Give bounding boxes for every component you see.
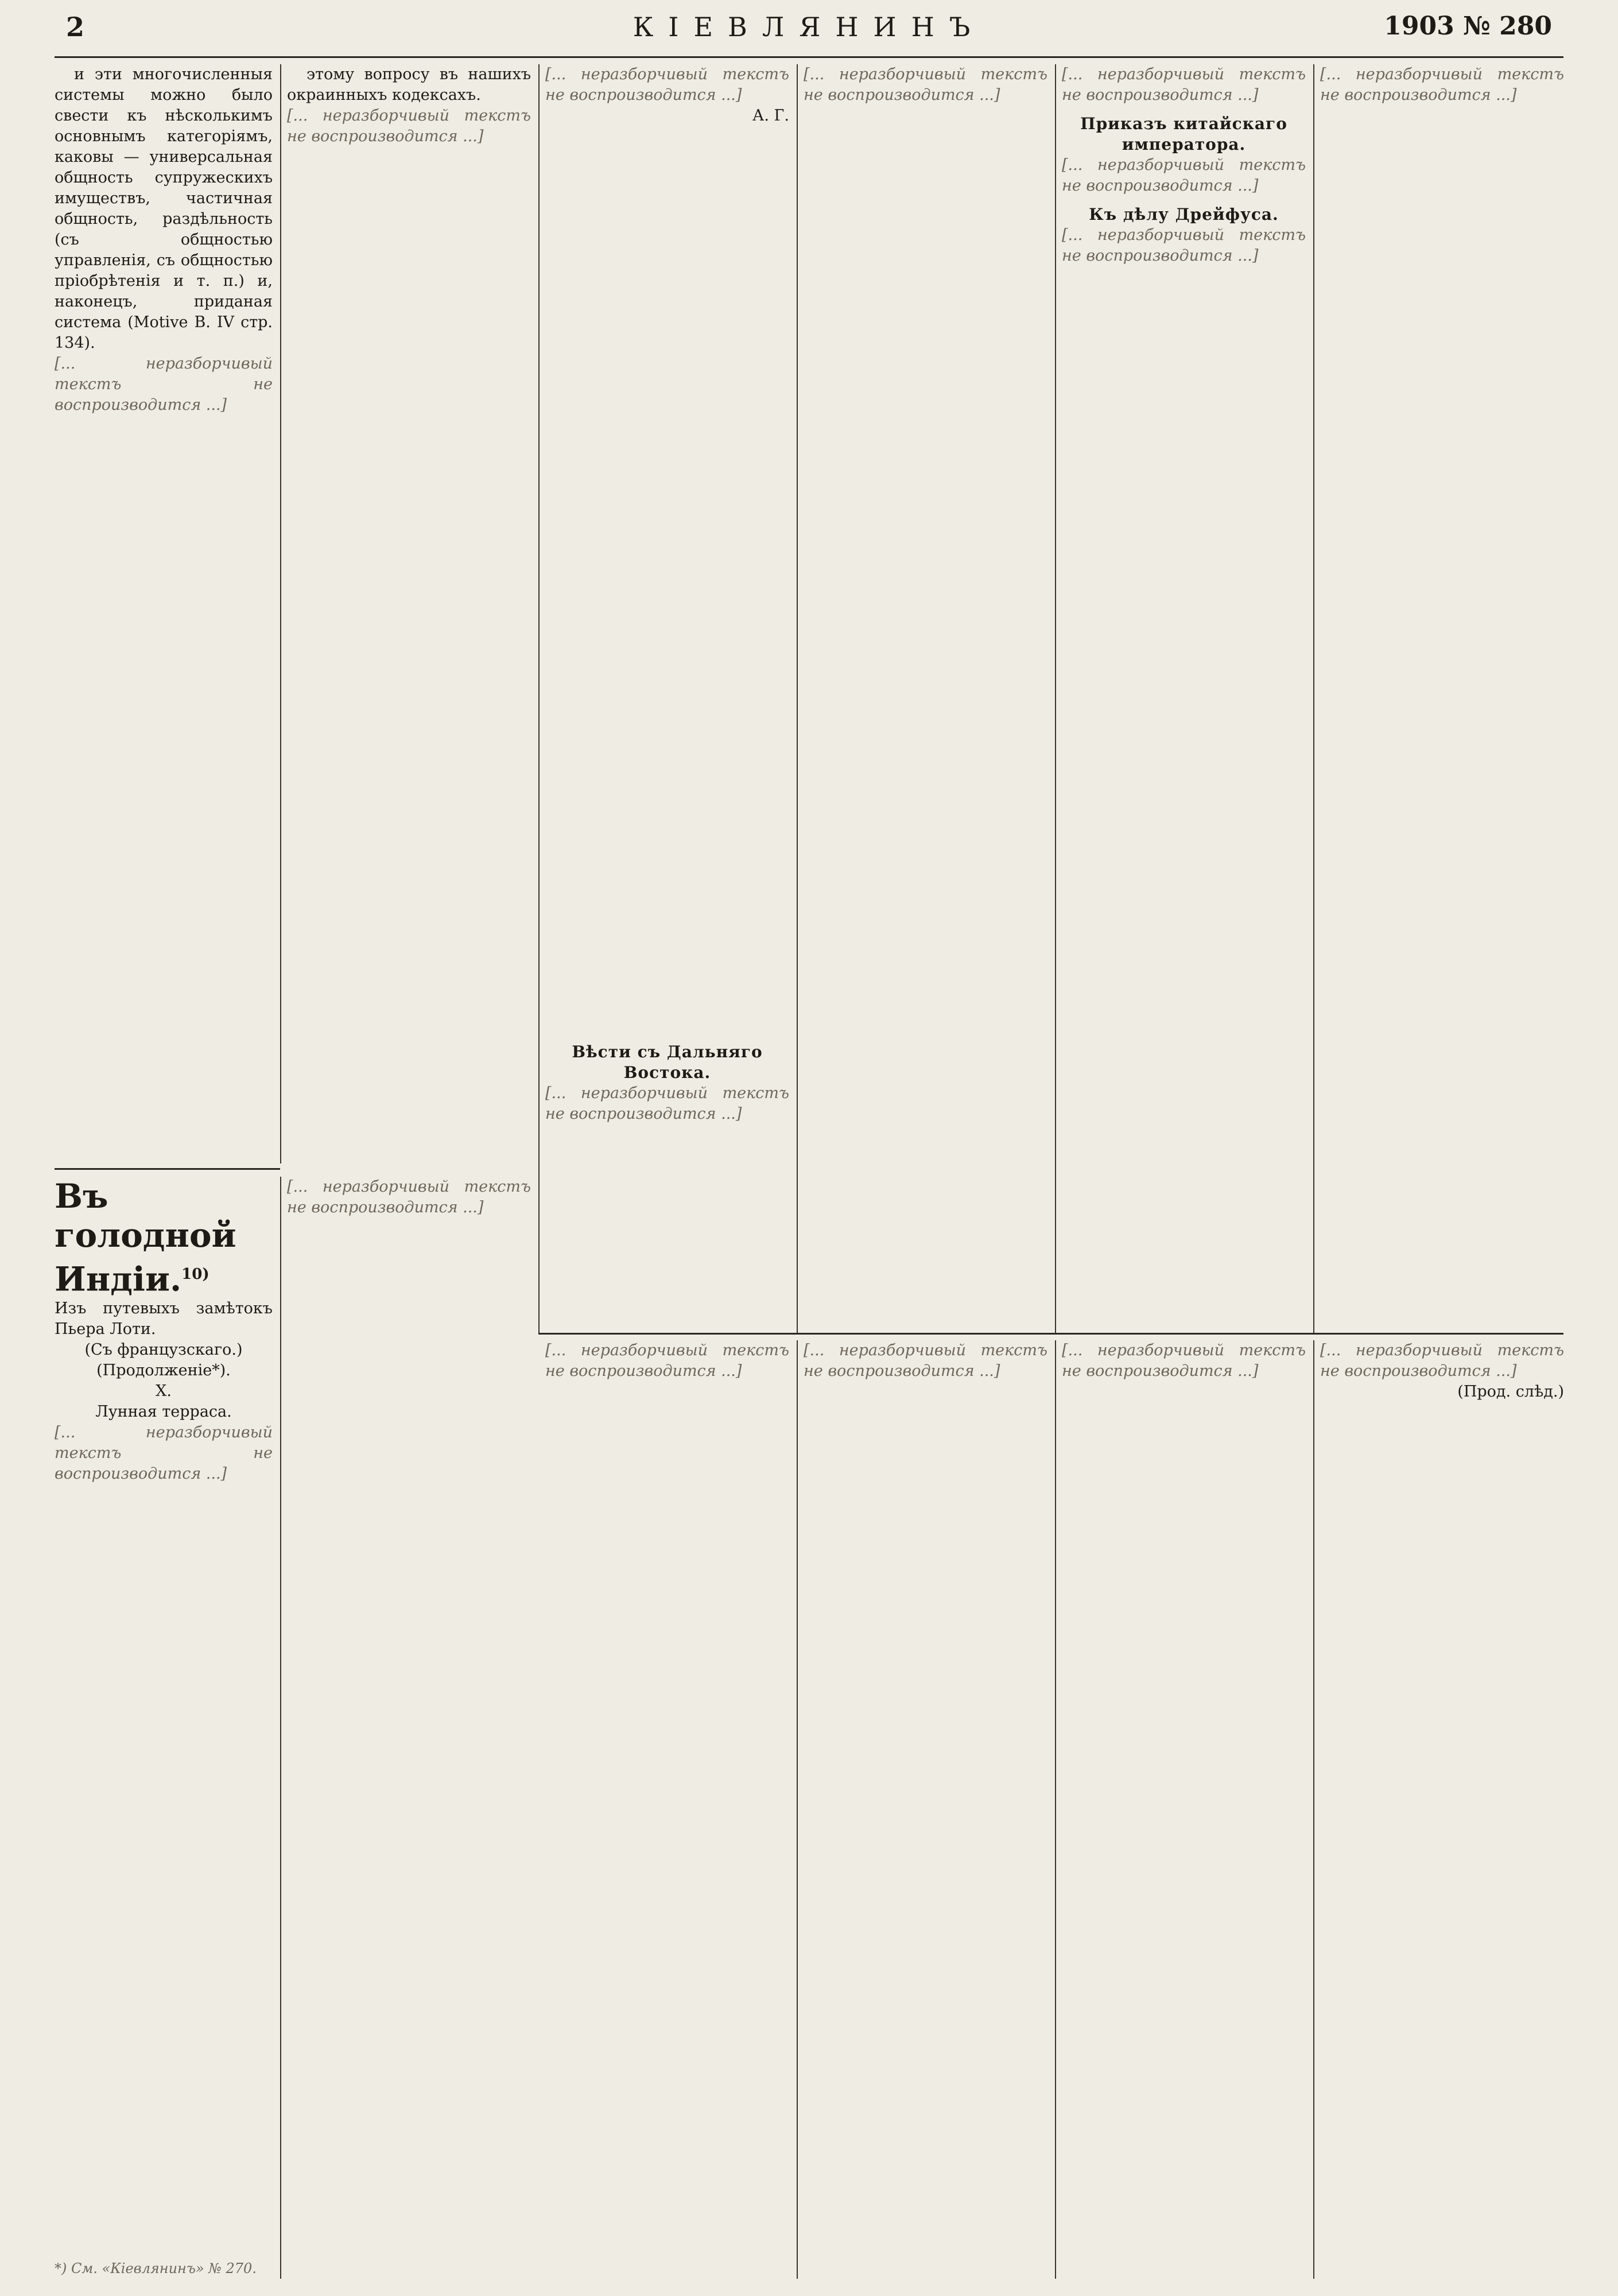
bottom-column-3 xyxy=(545,1340,789,2279)
feuilleton-chapter: X. xyxy=(156,1382,172,1401)
feuilleton-rule xyxy=(538,1333,1563,1335)
chinese-decree-heading: Приказъ китайскаго императора. xyxy=(1080,114,1287,154)
column-divider xyxy=(797,1340,798,2279)
chinese-decree-para-1: [... неразборчивый текстъ не воспроизводится ...] xyxy=(1062,156,1306,195)
top-column-3 xyxy=(545,64,789,1034)
top-column-4 xyxy=(804,64,1047,1327)
top-col2-para-1: этому вопросу въ нашихъ окраинныхъ кодексахъ. xyxy=(287,65,531,104)
page-header xyxy=(52,11,1566,52)
column-divider xyxy=(797,64,798,1333)
bottom-col5-para-1: [... неразборчивый текстъ не воспроизводится ...] xyxy=(1062,1341,1306,1380)
feuilleton-rule xyxy=(55,1168,280,1170)
dalny-vostok-heading: Вѣсти съ Дальняго Востока. xyxy=(572,1042,763,1082)
page-number: 2 xyxy=(66,11,85,42)
column-divider xyxy=(538,64,540,1333)
article-signature: А. Г. xyxy=(752,107,789,125)
column-divider xyxy=(1055,64,1056,1333)
header-rule xyxy=(55,56,1563,58)
footnote-marker: 10) xyxy=(181,1266,209,1283)
bottom-column-2 xyxy=(287,1177,531,2279)
top-col3-para-1: [... неразборчивый текстъ не воспроизводится ...] xyxy=(545,65,789,104)
feuilleton-subtitle: Изъ путевыхъ замѣтокъ Пьера Лоти. xyxy=(55,1300,273,1339)
dalny-vostok-section xyxy=(545,1042,789,1329)
top-column-6 xyxy=(1320,64,1564,1327)
column-divider xyxy=(1055,1340,1056,2279)
top-col1-para-1: и эти многочисленныя системы можно было свести къ нѣсколькимъ основнымъ категоріямъ, каковы — универсальная общность супружескихъ имуществъ, частичная общность, раздѣльность (съ общностью управленія, съ общностью пріобрѣтенія и т. п.) и, наконецъ, приданая система (Motive B. IV стр. 134). xyxy=(55,65,273,352)
masthead: КІЕВЛЯНИНЪ xyxy=(633,11,985,42)
feuilleton-chapter-title: Лунная терраса. xyxy=(95,1403,232,1421)
top-col2-para-2: [... неразборчивый текстъ не воспроизводится ...] xyxy=(287,107,531,145)
column-divider xyxy=(1313,64,1314,1333)
feuilleton-continuation: (Продолженіе*). xyxy=(96,1362,231,1380)
feuilleton-translation-note: (Съ французскаго.) xyxy=(84,1341,243,1359)
feuilleton-column-1 xyxy=(55,1177,273,2279)
column-divider xyxy=(1313,1340,1314,2279)
bottom-column-4 xyxy=(804,1340,1047,2279)
bottom-column-5 xyxy=(1062,1340,1306,2279)
feuilleton-footnote: *) См. «Кіевлянинъ» № 270. xyxy=(55,2260,257,2276)
top-col1-para-2: [... неразборчивый текстъ не воспроизводится ...] xyxy=(55,355,273,414)
top-col4-para-1: [... неразборчивый текстъ не воспроизводится ...] xyxy=(804,65,1047,104)
bottom-column-6 xyxy=(1320,1340,1564,2279)
dalny-vostok-para-1: [... неразборчивый текстъ не воспроизводится ...] xyxy=(545,1084,789,1123)
top-column-5 xyxy=(1062,64,1306,1327)
column-divider xyxy=(280,64,281,1163)
top-col6-para-1: [... неразборчивый текстъ не воспроизводится ...] xyxy=(1320,65,1564,104)
bottom-col6-para-1: [... неразборчивый текстъ не воспроизводится ...] xyxy=(1320,1341,1564,1380)
to-be-continued: (Прод. слѣд.) xyxy=(1457,1383,1564,1401)
bottom-col4-para-1: [... неразборчивый текстъ не воспроизводится ...] xyxy=(804,1341,1047,1380)
top-col5-para-1: [... неразборчивый текстъ не воспроизводится ...] xyxy=(1062,65,1306,104)
feuilleton-para-1: [... неразборчивый текстъ не воспроизводится ...] xyxy=(55,1424,273,1483)
top-column-1 xyxy=(55,64,273,1163)
bottom-col2-para-1: [... неразборчивый текстъ не воспроизводится ...] xyxy=(287,1178,531,1216)
top-column-2 xyxy=(287,64,531,1163)
bottom-col3-para-1: [... неразборчивый текстъ не воспроизводится ...] xyxy=(545,1341,789,1380)
dreyfus-para-1: [... неразборчивый текстъ не воспроизводится ...] xyxy=(1062,226,1306,265)
column-divider xyxy=(280,1177,281,2279)
feuilleton-title: Въ голодной Индіи.$^{10)}$ xyxy=(55,1177,236,1299)
dreyfus-heading: Къ дѣлу Дрейфуса. xyxy=(1089,205,1279,224)
issue-date-number: 1903 № 280 xyxy=(1384,11,1552,41)
